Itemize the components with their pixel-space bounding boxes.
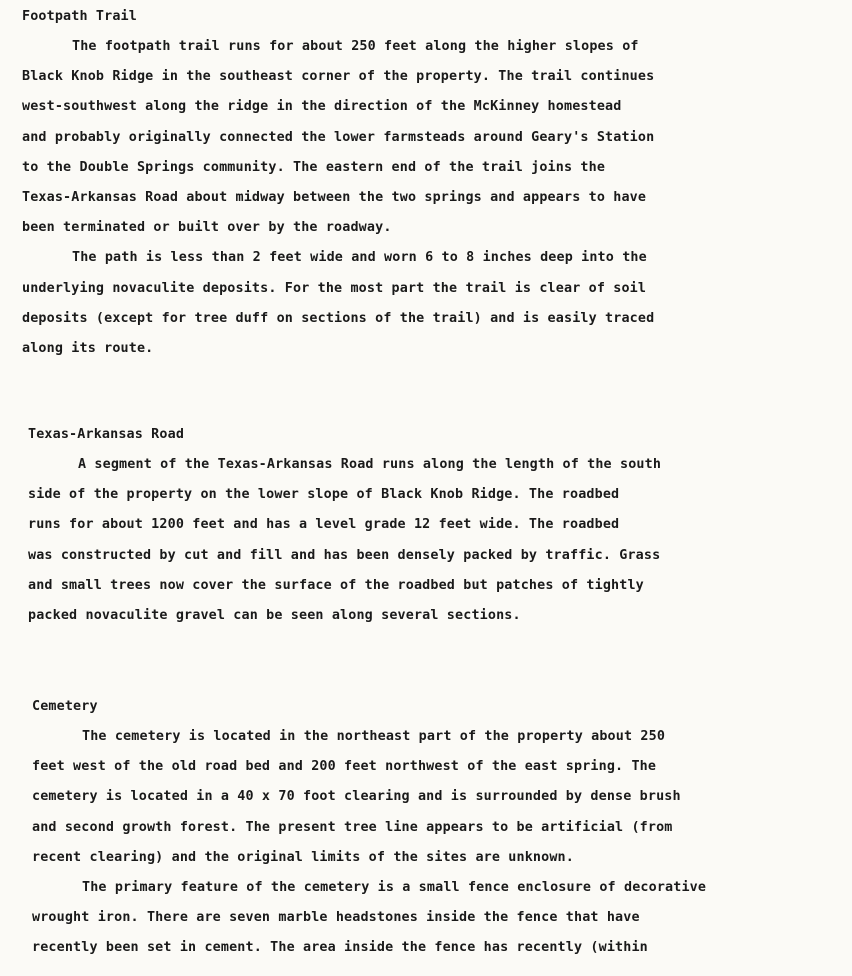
paragraph: The path is less than 2 feet wide and worn 6 to 8 inches deep into the underlying novaculite deposits. For the most part the trail is clear of soil deposits (except for tree duff on sections of the trail) and is easily traced along its route. [22, 250, 655, 357]
section-heading: Footpath Trail [22, 9, 137, 24]
paragraph: The cemetery is located in the northeast part of the property about 250 feet west of the old road bed and 200 feet northwest of the east spring. The cemetery is located in a 40 x 70 foot clearing and is surrounded by dense brush and second growth forest. The present tree line appears to be artificial (from recent clearing) and the original limits of the sites are unknown. [32, 729, 681, 865]
paragraph: The primary feature of the cemetery is a small fence enclosure of decorative wrought iron. There are seven marble headstones inside the fence that have recently been set in cement. The area inside the fence has recently (within [32, 880, 707, 956]
paragraph: A segment of the Texas-Arkansas Road runs along the length of the south side of the property on the lower slope of Black Knob Ridge. The roadbed runs for about 1200 feet and has a level grade 12 feet wide. The roadbed was constructed by cut and fill and has been densely packed by traffic. Grass and small trees now cover the surface of the roadbed but patches of tightly packed novaculite gravel can be seen along several sections. [28, 457, 662, 624]
section-heading: Cemetery [32, 699, 98, 714]
section-heading: Texas-Arkansas Road [28, 427, 185, 442]
section-cemetery [32, 692, 844, 964]
section-footpath-trail [22, 2, 834, 364]
section-texas-arkansas-road [28, 420, 840, 631]
paragraph: The footpath trail runs for about 250 feet along the higher slopes of Black Knob Ridge in the southeast corner of the property. The trail continues west-southwest along the ridge in the direction of the McKinney homestead and probably originally connected the lower farmsteads around Geary's Station to the Double Springs community. The eastern end of the trail joins the Texas-Arkansas Road about midway between the two springs and appears to have been terminated or built over by the roadway. [22, 39, 655, 236]
